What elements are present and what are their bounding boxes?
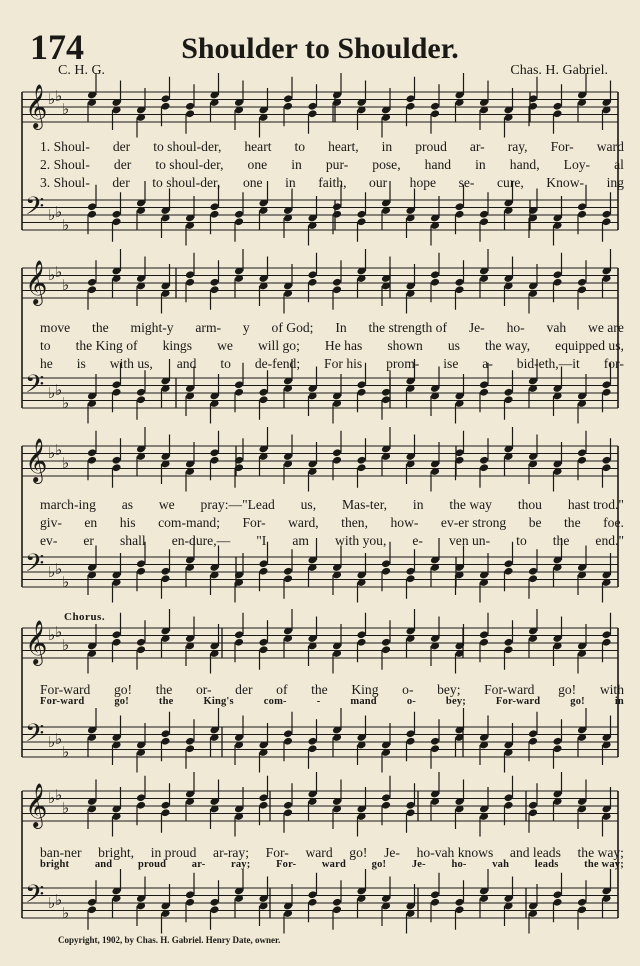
- lyric-syllable: "I: [256, 533, 267, 548]
- lyric-syllable: en: [84, 515, 98, 530]
- lyric-syllable: hope: [409, 175, 437, 190]
- lyric-syllable: in: [475, 157, 486, 172]
- lyric-syllable: and leads: [509, 845, 561, 860]
- lyric-syllable: arm-: [195, 320, 222, 335]
- chorus-label: Chorus.: [64, 611, 106, 623]
- lyric-syllable: with us,: [109, 356, 153, 371]
- lyric-syllable: to: [294, 139, 306, 154]
- lyric-syllable: al: [614, 157, 624, 172]
- lyric-syllable: mand: [350, 696, 377, 707]
- lyric-syllable: For-: [550, 139, 574, 154]
- lyric-syllable: pray:—"Lead: [200, 497, 275, 512]
- lyric-syllable: ho-: [451, 859, 467, 870]
- lyric-syllable: vah: [546, 320, 567, 335]
- lyric-syllable: one: [242, 175, 263, 190]
- lyric-syllable: in: [381, 139, 393, 154]
- lyric-syllable: foe.: [603, 515, 624, 530]
- flat-icon: ♭: [62, 904, 70, 922]
- lyric-syllable: ing: [606, 175, 624, 190]
- lyric-syllable: am: [292, 533, 309, 548]
- lyric-syllable: equipped us,: [555, 338, 624, 353]
- lyric-syllable: move: [40, 320, 71, 335]
- lyric-syllable: en-dure,—: [171, 533, 231, 548]
- lyric-syllable: King's: [203, 696, 234, 707]
- lyric-syllable: Je-: [411, 859, 426, 870]
- lyric-syllable: 2. Shoul-: [40, 157, 90, 172]
- lyric-syllable: ward,: [288, 515, 319, 530]
- bass-clef-icon: 𝄢: [25, 192, 45, 227]
- lyric-syllable: us: [447, 338, 460, 353]
- lyric-syllable: his: [119, 515, 136, 530]
- flat-icon: ♭: [62, 394, 70, 412]
- lyric-syllable: the: [564, 515, 581, 530]
- lyric-syllable: hand,: [509, 157, 540, 172]
- lyric-syllable: 1. Shoul-: [40, 139, 90, 154]
- hymn-title: Shoulder to Shoulder.: [181, 32, 459, 65]
- bass-clef-icon: 𝄢: [25, 549, 45, 584]
- lyric-syllable: shown: [387, 338, 423, 353]
- lyric-syllable: ward: [321, 859, 347, 870]
- lyric-syllable: heart: [244, 139, 272, 154]
- lyric-syllable: For-: [276, 859, 297, 870]
- lyric-syllable: thou: [517, 497, 542, 512]
- flat-icon: ♭: [62, 743, 70, 761]
- lyric-syllable: go!: [558, 682, 577, 697]
- lyric-syllable: to: [40, 338, 51, 353]
- lyric-syllable: bey;: [437, 682, 461, 697]
- treble-clef-icon: 𝄞: [25, 260, 48, 304]
- lyric-syllable: ev-er strong: [440, 515, 507, 530]
- lyric-syllable: For-ward: [40, 696, 85, 707]
- flat-icon: ♭: [55, 891, 63, 909]
- lyric-syllable: ise: [443, 356, 459, 371]
- lyric-syllable: one: [247, 157, 268, 172]
- lyric-syllable: in: [291, 157, 302, 172]
- flat-icon: ♭: [62, 573, 70, 591]
- lyric-syllable: King: [351, 682, 379, 697]
- lyric-syllable: cure,: [496, 175, 524, 190]
- lyric-syllable: the King of: [75, 338, 138, 353]
- lyric-syllable: For-ward: [40, 682, 91, 697]
- lyric-syllable: kings: [162, 338, 193, 353]
- lyric-syllable: we are: [588, 320, 624, 335]
- lyric-syllable: ray;: [231, 859, 251, 870]
- lyric-syllable: pur-: [325, 157, 349, 172]
- lyric-syllable: he: [40, 356, 53, 371]
- lyric-syllable: might-y: [130, 320, 174, 335]
- flat-icon: ♭: [48, 384, 56, 402]
- lyric-syllable: bey;: [445, 696, 466, 707]
- lyric-syllable: bid-eth,—it: [516, 356, 580, 371]
- lyric-syllable: der: [112, 139, 131, 154]
- bass-clef-icon: 𝄢: [25, 719, 45, 754]
- flat-icon: ♭: [62, 100, 70, 118]
- flat-icon: ♭: [48, 894, 56, 912]
- treble-clef-icon: 𝄞: [25, 438, 48, 482]
- lyric-syllable: y: [242, 320, 250, 335]
- lyric-syllable: with you,: [335, 533, 387, 548]
- lyric-syllable: vah: [492, 859, 510, 870]
- lyric-syllable: Je-: [468, 320, 485, 335]
- lyric-syllable: with: [599, 682, 624, 697]
- composer-credit: Chas. H. Gabriel.: [510, 63, 608, 78]
- lyric-syllable: and: [94, 859, 113, 870]
- lyric-syllable: proud: [415, 139, 447, 154]
- flat-icon: ♭: [62, 276, 70, 294]
- lyric-syllable: the: [552, 533, 570, 548]
- lyric-syllable: In: [335, 320, 347, 335]
- lyric-syllable: in proud: [150, 845, 197, 860]
- lyric-syllable: the: [158, 696, 174, 707]
- lyric-syllable: ven un-: [448, 533, 491, 548]
- lyric-syllable: a-: [482, 356, 493, 371]
- lyric-syllable: to shoul-der,: [152, 175, 221, 190]
- flat-icon: ♭: [62, 799, 70, 817]
- lyric-syllable: ray,: [507, 139, 528, 154]
- lyric-syllable: is: [76, 356, 86, 371]
- lyric-syllable: For-ward: [484, 682, 535, 697]
- hymn-number: 174: [30, 27, 84, 67]
- flat-icon: ♭: [55, 263, 63, 281]
- lyric-syllable: For-ward: [495, 696, 541, 707]
- bass-clef-icon: 𝄢: [25, 370, 45, 405]
- treble-clef-icon: 𝄞: [25, 84, 48, 128]
- lyric-syllable: e-: [412, 533, 423, 548]
- flat-icon: ♭: [48, 789, 56, 807]
- lyric-line-verse-2: [40, 859, 624, 870]
- lyric-syllable: march-ing: [40, 497, 96, 512]
- lyric-syllable: ho-: [506, 320, 525, 335]
- lyric-syllable: go!: [113, 682, 133, 697]
- lyric-syllable: of: [276, 682, 288, 697]
- flat-icon: ♭: [62, 636, 70, 654]
- lyric-syllable: hast trod.": [567, 497, 624, 512]
- flat-icon: ♭: [62, 216, 70, 234]
- lyric-syllable: we: [217, 338, 233, 353]
- lyric-syllable: hand: [424, 157, 452, 172]
- lyric-syllable: For-: [242, 515, 266, 530]
- lyric-syllable: to shoul-der,: [155, 157, 224, 172]
- lyric-syllable: ar-: [191, 859, 206, 870]
- lyric-syllable: go!: [114, 696, 129, 707]
- lyric-syllable: For-: [265, 845, 289, 860]
- lyric-syllable: Know-: [546, 175, 585, 190]
- lyric-syllable: 3. Shoul-: [40, 175, 90, 190]
- flat-icon: ♭: [55, 381, 63, 399]
- lyric-syllable: ward: [305, 845, 333, 860]
- lyric-syllable: ban-ner: [40, 845, 82, 860]
- flat-icon: ♭: [55, 441, 63, 459]
- treble-clef-icon: 𝄞: [25, 620, 48, 664]
- lyric-syllable: be: [528, 515, 542, 530]
- lyric-syllable: leads: [534, 859, 559, 870]
- lyric-syllable: the: [92, 320, 109, 335]
- lyric-syllable: in: [614, 696, 624, 707]
- lyric-syllable: Mas-ter,: [341, 497, 388, 512]
- flat-icon: ♭: [48, 733, 56, 751]
- lyric-syllable: o-: [406, 696, 416, 707]
- lyric-syllable: heart,: [328, 139, 359, 154]
- lyric-syllable: o-: [402, 682, 414, 697]
- bass-clef-icon: 𝄢: [25, 880, 45, 915]
- lyric-syllable: ar-ray;: [213, 845, 249, 860]
- lyric-syllable: our: [369, 175, 388, 190]
- treble-clef-icon: 𝄞: [25, 783, 48, 827]
- flat-icon: ♭: [55, 87, 63, 105]
- lyric-syllable: end.": [595, 533, 624, 548]
- lyric-syllable: com-: [263, 696, 287, 707]
- lyric-syllable: the: [311, 682, 328, 697]
- lyric-syllable: of God;: [271, 320, 314, 335]
- flat-icon: ♭: [55, 786, 63, 804]
- lyric-syllable: to: [220, 356, 231, 371]
- lyric-syllable: us,: [300, 497, 317, 512]
- lyric-syllable: the way;: [584, 859, 624, 870]
- lyric-syllable: as: [121, 497, 134, 512]
- flat-icon: ♭: [48, 90, 56, 108]
- lyric-syllable: or-: [195, 682, 212, 697]
- flat-icon: ♭: [48, 206, 56, 224]
- lyric-syllable: how-: [390, 515, 419, 530]
- lyric-syllable: se-: [458, 175, 475, 190]
- lyric-syllable: shall: [119, 533, 146, 548]
- lyric-syllable: the way: [449, 497, 492, 512]
- lyric-syllable: in: [285, 175, 296, 190]
- lyric-syllable: der: [113, 157, 132, 172]
- lyric-syllable: to shoul-der,: [153, 139, 222, 154]
- lyric-syllable: faith,: [318, 175, 347, 190]
- lyric-syllable: to: [516, 533, 527, 548]
- lyric-syllable: giv-: [40, 515, 62, 530]
- lyric-syllable: in: [412, 497, 424, 512]
- lyric-syllable: go!: [371, 859, 387, 870]
- lyric-syllable: the: [155, 682, 173, 697]
- lyric-syllable: ar-: [469, 139, 485, 154]
- lyric-syllable: ward: [596, 139, 624, 154]
- treble-notes: [87, 772, 612, 837]
- flat-icon: ♭: [48, 444, 56, 462]
- lyric-syllable: prom-: [386, 356, 420, 371]
- flat-icon: ♭: [48, 266, 56, 284]
- lyric-syllable: will go;: [257, 338, 300, 353]
- flat-icon: ♭: [55, 730, 63, 748]
- lyric-syllable: He has: [324, 338, 363, 353]
- lyric-syllable: ho-vah knows: [416, 845, 494, 860]
- lyric-syllable: proud: [137, 859, 167, 870]
- lyric-syllable: bright,: [98, 845, 135, 860]
- lyric-syllable: der: [235, 682, 253, 697]
- bass-notes: [87, 869, 612, 934]
- lyric-syllable: then,: [341, 515, 368, 530]
- lyricist-credit: C. H. G.: [58, 63, 106, 78]
- lyric-syllable: Je-: [384, 845, 400, 860]
- flat-icon: ♭: [48, 563, 56, 581]
- flat-icon: ♭: [62, 454, 70, 472]
- lyric-syllable: der: [112, 175, 130, 190]
- lyric-syllable: go!: [570, 696, 585, 707]
- lyric-syllable: and: [176, 356, 197, 371]
- lyric-syllable: ev-: [40, 533, 58, 548]
- lyric-syllable: Loy-: [563, 157, 591, 172]
- lyric-syllable: go!: [349, 845, 368, 860]
- flat-icon: ♭: [55, 203, 63, 221]
- lyric-syllable: we: [158, 497, 175, 512]
- lyric-syllable: pose,: [372, 157, 401, 172]
- flat-icon: ♭: [48, 626, 56, 644]
- lyric-syllable: the way,: [484, 338, 531, 353]
- lyric-syllable: bright: [40, 859, 70, 870]
- lyric-syllable: For his: [324, 356, 363, 371]
- lyric-syllable: er: [83, 533, 94, 548]
- flat-icon: ♭: [55, 560, 63, 578]
- lyric-syllable: the strength of: [368, 320, 448, 335]
- lyric-syllable: -: [316, 696, 321, 707]
- lyric-syllable: the way;: [577, 845, 624, 860]
- flat-icon: ♭: [55, 623, 63, 641]
- lyric-syllable: de-fend;: [254, 356, 301, 371]
- copyright-notice: Copyright, 1902, by Chas. H. Gabriel. Henry Date, owner.: [58, 935, 281, 945]
- lyric-syllable: for-: [603, 356, 624, 371]
- lyric-syllable: com-mand;: [158, 515, 220, 530]
